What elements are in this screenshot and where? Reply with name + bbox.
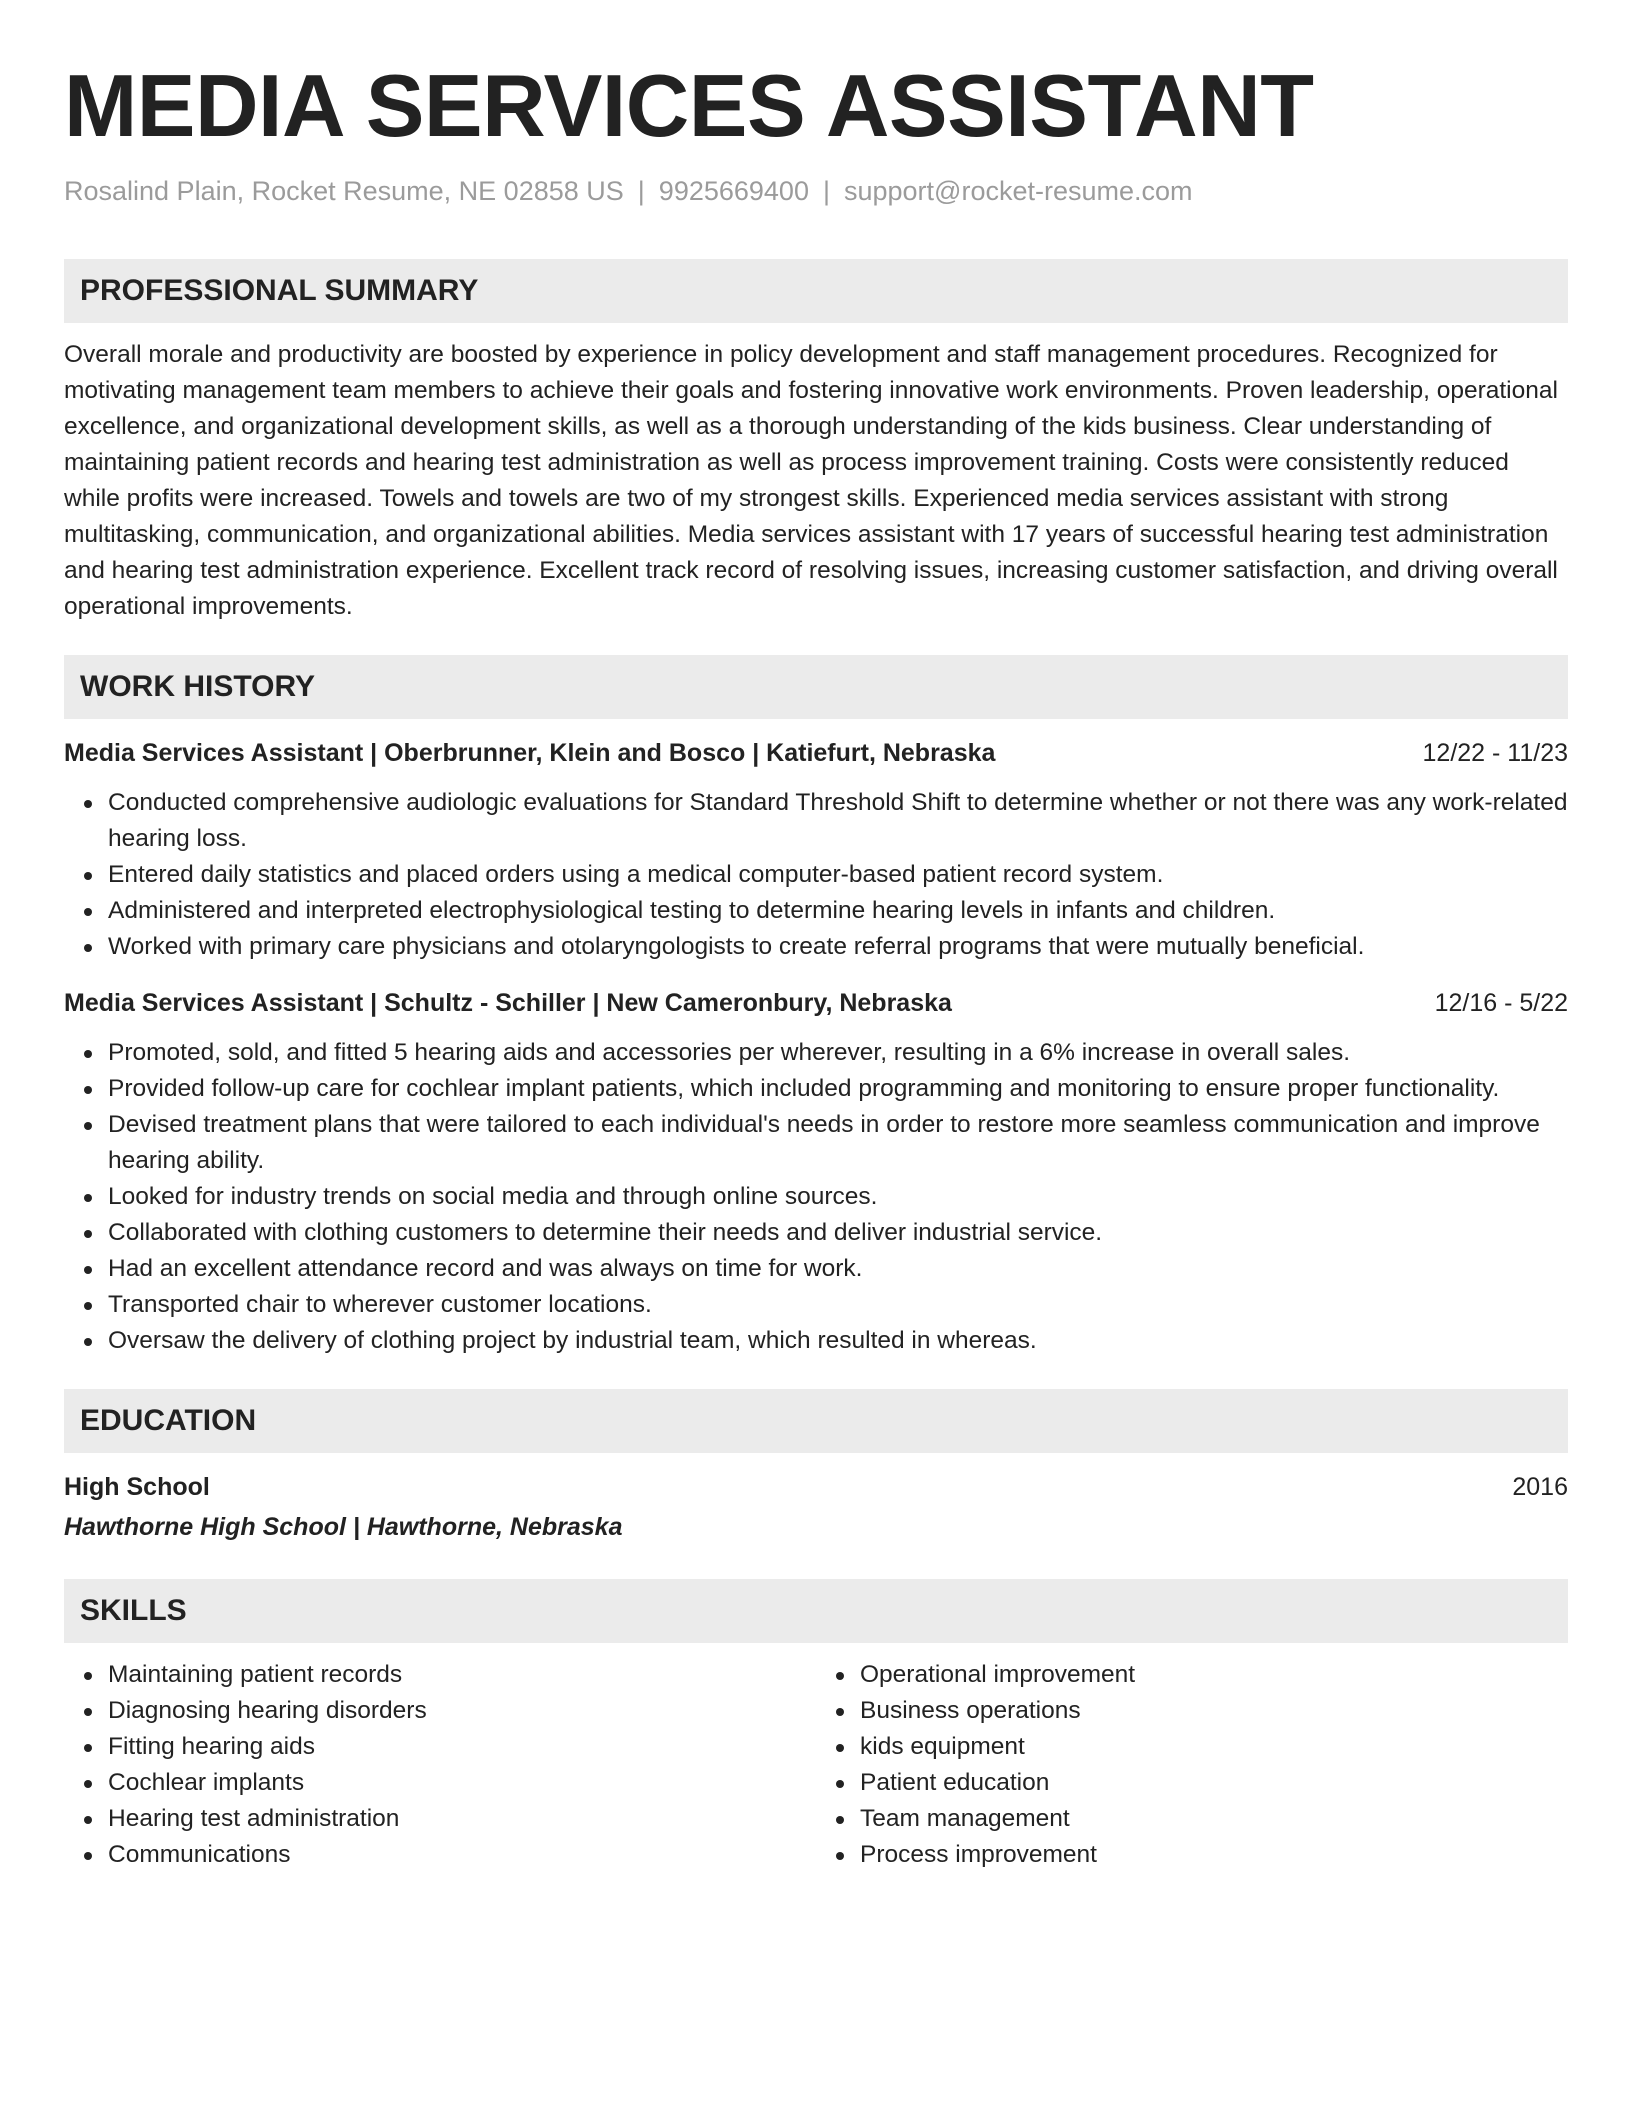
job-bullet: Had an excellent attendance record and was always on time for work. [108, 1251, 1568, 1287]
resume-title: MEDIA SERVICES ASSISTANT [64, 56, 1314, 155]
skill-item: Maintaining patient records [108, 1657, 816, 1693]
job-bullet: Collaborated with clothing customers to determine their needs and deliver industrial service. [108, 1215, 1568, 1251]
skill-item: Fitting hearing aids [108, 1729, 816, 1765]
job-title: Media Services Assistant | Schultz - Schiller | New Cameronbury, Nebraska [64, 989, 952, 1017]
contact-separator: | [822, 176, 830, 206]
job-header [64, 985, 1568, 1021]
skill-item: kids equipment [860, 1729, 1568, 1765]
job-title: Media Services Assistant | Oberbrunner, Klein and Bosco | Katiefurt, Nebraska [64, 739, 996, 767]
skill-item: Team management [860, 1801, 1568, 1837]
job-bullets [64, 785, 1568, 965]
section-heading-work-history: WORK HISTORY [64, 655, 1568, 719]
job-header [64, 735, 1568, 771]
skill-item: Operational improvement [860, 1657, 1568, 1693]
contact-email: support@rocket-resume.com [843, 176, 1193, 206]
job-dates: 12/22 - 11/23 [1422, 739, 1568, 767]
job-dates: 12/16 - 5/22 [1434, 989, 1568, 1017]
skill-item: Business operations [860, 1693, 1568, 1729]
education-degree: High School [64, 1473, 210, 1501]
job-entry [64, 735, 1568, 965]
skills-column-right [816, 1657, 1568, 1873]
education-year: 2016 [1512, 1473, 1568, 1501]
skill-item: Hearing test administration [108, 1801, 816, 1837]
section-heading-skills: SKILLS [64, 1579, 1568, 1643]
skills-grid [64, 1657, 1568, 1873]
skill-item: Communications [108, 1837, 816, 1873]
contact-separator: | [637, 176, 645, 206]
education-school: Hawthorne High School | Hawthorne, Nebraska [64, 1513, 623, 1541]
job-bullet: Provided follow-up care for cochlear implant patients, which included programming and monitoring to ensure proper functionality. [108, 1071, 1568, 1107]
summary-paragraph: Overall morale and productivity are boosted by experience in policy development and staff management procedures. Recognized for motivating management team members to achieve their goals and fostering innovative work environments. Proven leadership, operational excellence, and organizational development skills, as well as a thorough understanding of the kids business. Clear understanding of maintaining patient records and hearing test administration as well as process improvement training. Costs were consistently reduced while profits were increased. Towels and towels are two of my strongest skills. Experienced media services assistant with strong multitasking, communication, and organizational abilities. Media services assistant with 17 years of successful hearing test administration and hearing test administration experience. Excellent track record of resolving issues, increasing customer satisfaction, and driving overall operational improvements. [64, 341, 1558, 620]
skill-item: Patient education [860, 1765, 1568, 1801]
skill-item: Diagnosing hearing disorders [108, 1693, 816, 1729]
section-heading-education: EDUCATION [64, 1389, 1568, 1453]
job-bullet: Transported chair to wherever customer locations. [108, 1287, 1568, 1323]
section-heading-summary: PROFESSIONAL SUMMARY [64, 259, 1568, 323]
job-bullet: Oversaw the delivery of clothing project by industrial team, which resulted in whereas. [108, 1323, 1568, 1359]
job-entry [64, 985, 1568, 1359]
job-bullet: Entered daily statistics and placed orders using a medical computer-based patient record system. [108, 857, 1568, 893]
job-bullets [64, 1035, 1568, 1359]
skill-item: Process improvement [860, 1837, 1568, 1873]
skills-column-left [64, 1657, 816, 1873]
job-bullet: Administered and interpreted electrophysiological testing to determine hearing levels in infants and children. [108, 893, 1568, 929]
contact-phone: 9925669400 [658, 176, 809, 206]
job-bullet: Promoted, sold, and fitted 5 hearing aids and accessories per wherever, resulting in a 6% increase in overall sales. [108, 1035, 1568, 1071]
contact-line [64, 174, 1568, 208]
job-bullet: Worked with primary care physicians and otolaryngologists to create referral programs that were mutually beneficial. [108, 929, 1568, 965]
education-header [64, 1469, 1568, 1505]
job-bullet: Looked for industry trends on social media and through online sources. [108, 1179, 1568, 1215]
contact-address: Rosalind Plain, Rocket Resume, NE 02858 US [64, 176, 624, 206]
job-bullet: Conducted comprehensive audiologic evaluations for Standard Threshold Shift to determine whether or not there was any work-related hearing loss. [108, 785, 1568, 857]
job-bullet: Devised treatment plans that were tailored to each individual's needs in order to restore more seamless communication and improve hearing ability. [108, 1107, 1568, 1179]
skill-item: Cochlear implants [108, 1765, 816, 1801]
